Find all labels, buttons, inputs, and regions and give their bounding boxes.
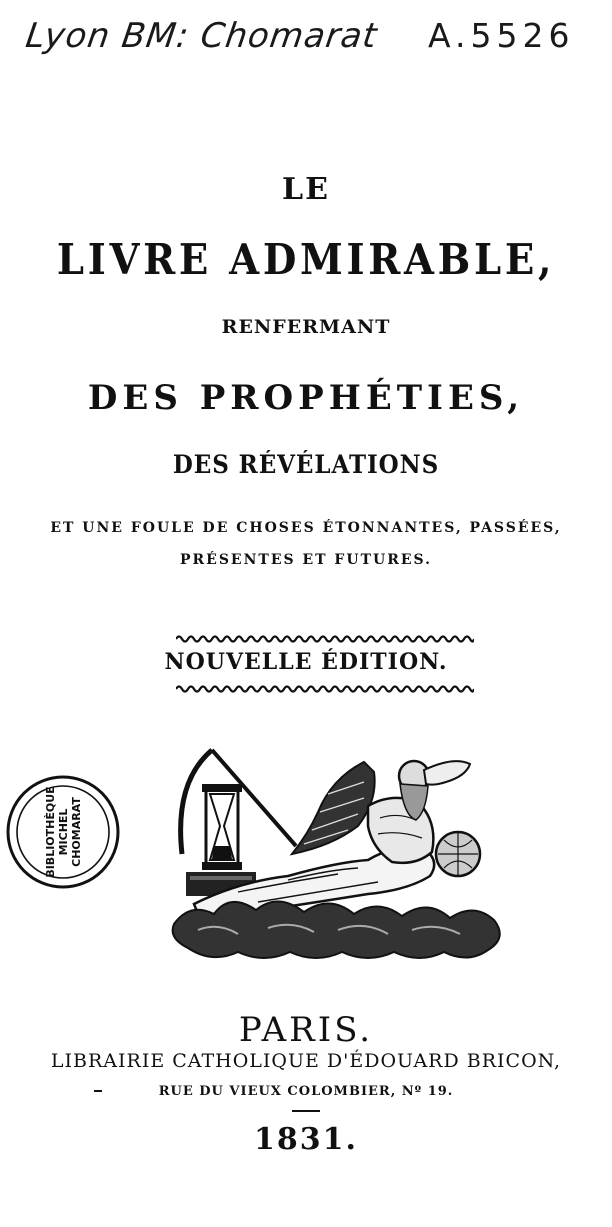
shelfmark: A.5526 [428,16,575,55]
ornament-rule-bottom [176,684,474,694]
handwritten-note: Lyon BM: Chomarat [23,16,380,56]
father-time-hourglass-scythe-icon [168,742,508,964]
library-stamp [4,773,122,891]
imprint-publisher: LIBRAIRIE CATHOLIQUE D'ÉDOUARD BRICON, [50,1050,562,1072]
subtitle-line-1: ET UNE FOULE DE CHOSES ÉTONNANTES, PASSÉES, [50,520,562,536]
stamp-line-2: MICHEL [57,808,70,856]
title-propheties: DES PROPHÉTIES, [87,378,525,418]
title-renfermant: RENFERMANT [221,316,391,338]
ornament-rule-top [176,634,474,644]
title-article: LE [282,172,330,207]
imprint-year: 1831. [254,1122,358,1157]
imprint-address: RUE DU VIEUX COLOMBIER, Nº 19. [158,1084,454,1099]
title-revelations: DES RÉVÉLATIONS [172,450,440,479]
imprint-city: PARIS. [238,1010,374,1050]
main-title: LIVRE ADMIRABLE, [56,235,556,284]
stamp-line-1: BIBLIOTHÈQUE [44,786,57,878]
edition-label: NOUVELLE ÉDITION. [164,649,448,675]
stamp-line-3: CHOMARAT [70,797,83,867]
imprint-rule [292,1110,320,1112]
subtitle-line-2: PRÉSENTES ET FUTURES. [179,552,432,568]
